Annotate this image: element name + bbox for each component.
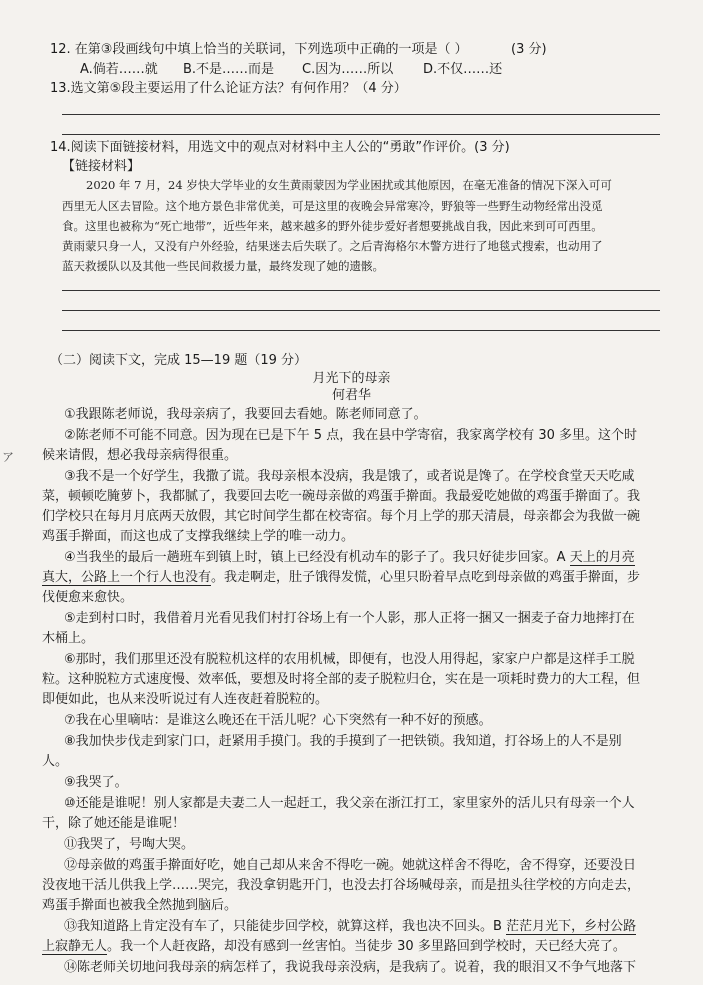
article-para-13-line-1: [64, 918, 636, 936]
underlined-sentence-a-part-1: 天上的月亮: [569, 550, 635, 565]
q12-option-a[interactable]: A.倘若……就: [80, 62, 158, 77]
article-para-3-line-4: 鸡蛋手擀面，而这也成了支撑我继续上学的唯一动力。: [42, 529, 355, 544]
article-author: 何君华: [331, 388, 371, 403]
article-para-10-line-1: ⑩还能是谁呢！别人家都是夫妻二人一起赶工，我父亲在浙江打工，家里家外的活儿只有母亲一个人: [64, 796, 635, 811]
article-para-2-line-2: 候来请假，想必我母亲病得很重。: [42, 448, 238, 463]
article-para-12-line-3: 鸡蛋手擀面也被我全然抛到脑后。: [42, 898, 238, 913]
q12-stem: 12. 在第③段画线句中填上恰当的关联词，下列选项中正确的一项是（ ）: [50, 42, 468, 57]
article-para-9: ⑨我哭了。: [64, 775, 128, 790]
q14-material-line-4: 黄雨蒙只身一人，又没有户外经验，结果迷去后失联了。之后青海格尔木警方进行了地毯式搜索，也动用了: [62, 239, 603, 253]
q14-material-line-1: 2020 年 7 月，24 岁快大学毕业的女生黄雨蒙因为学业困扰或其他原因，在毫无准备的情况下深入可可: [86, 178, 612, 192]
q14-material-line-5: 蓝天救援队以及其他一些民间救援力量，最终发现了她的遗骸。: [62, 259, 384, 273]
article-title: 月光下的母亲: [312, 371, 391, 386]
q14-material-line-3: 食。这里也被称为“死亡地带”，近些年来，越来越多的野外徒步爱好者想要挑战自我，因此来到可可西里。: [62, 219, 603, 233]
article-para-2-line-1: ②陈老师不可能不同意。因为现在已是下午 5 点，我在县中学寄宿，我家离学校有 30 多里。这个时: [64, 428, 637, 443]
article-para-1: ①我跟陈老师说，我母亲病了，我要回去看她。陈老师同意了。: [64, 407, 427, 422]
q14-material-line-2: 西里无人区去冒险。这个地方景色非常优美，可是这里的夜晚会异常寒冷，野狼等一些野生动物经常出没觅: [62, 199, 603, 213]
margin-pencil-mark: ア: [2, 450, 15, 464]
article-para-13-text: ⑬我知道路上肯定没有车了，只能徒步回学校，就算这样，我也决不回头。B: [64, 919, 507, 934]
q14-answer-line-1[interactable]: [62, 290, 660, 291]
underlined-sentence-b-part-1: 茫茫月光下，乡村公路: [506, 919, 637, 934]
q14-stem: 14.阅读下面链接材料，用选文中的观点对材料中主人公的“勇敢”作评价。(3 分): [50, 140, 510, 155]
q13-answer-line-1[interactable]: [62, 114, 660, 115]
article-para-8-line-2: 人。: [42, 754, 69, 769]
article-para-14-line-1: ⑭陈老师关切地问我母亲的病怎样了，我说我母亲没病，是我病了。说着，我的眼泪又不争气地落下: [64, 960, 637, 975]
article-para-6-line-3: 即便如此，也从来没听说过有人连夜赶着脱粒的。: [42, 692, 329, 707]
article-para-7: ⑦我在心里嘀咕：是谁这么晚还在干活儿呢？心下突然有一种不好的预感。: [64, 713, 492, 728]
article-para-3-line-1: ③我不是一个好学生，我撒了谎。我母亲根本没病，我是饿了，或者说是馋了。在学校食堂天天吃咸: [64, 469, 635, 484]
underlined-sentence-a-part-2: 真大，公路上一个行人也没有: [42, 570, 212, 585]
article-para-8-line-1: ⑧我加快步伐走到家门口，赶紧用手摸门。我的手摸到了一把铁锁。我知道，打谷场上的人不是别: [64, 734, 622, 749]
q13-answer-line-2[interactable]: [62, 134, 660, 135]
article-para-4-line-3: 伐便愈来愈快。: [42, 590, 134, 605]
article-para-3-line-2: 菜，顿顿吃腌萝卜，我都腻了，我要回去吃一碗母亲做的鸡蛋手擀面。我最爱吃她做的鸡蛋手擀面了。我: [42, 489, 641, 504]
article-para-4-line-2: [42, 569, 640, 587]
article-para-6-line-2: 粒。这种脱粒方式速度慢、效率低，要想及时将全部的麦子脱粒归仓，实在是一项耗时费力的大工程，但: [42, 672, 641, 687]
article-para-3-line-3: 们学校只在每月月底两天放假，其它时间学生都在校寄宿。每个月上学的那天清晨，母亲都会为我做一碗: [42, 509, 641, 524]
article-para-5-line-2: 木桶上。: [42, 631, 95, 646]
article-para-4-text: ④当我坐的最后一趟班车到镇上时，镇上已经没有机动车的影子了。我只好徒步回家。A: [64, 550, 570, 565]
underlined-sentence-b-part-2: 上寂静无人: [42, 939, 108, 954]
article-para-4-line-1: [64, 549, 635, 567]
q14-material-label: 【链接材料】: [62, 159, 141, 174]
q14-answer-line-2[interactable]: [62, 310, 660, 311]
article-para-13-line-2: [42, 938, 626, 956]
q12-option-b[interactable]: B.不是……而是: [183, 62, 275, 77]
article-para-13-text-2: 。我一个人赶夜路，却没有感到一丝害怕。当徒步 30 多里路回到学校时，天已经大亮了。: [107, 939, 626, 954]
article-para-12-line-2: 没夜地干活儿供我上学……哭完，我没拿钥匙开门，也没去打谷场喊母亲，而是扭头往学校的方向走去，: [42, 878, 641, 893]
article-para-12-line-1: ⑫母亲做的鸡蛋手擀面好吃，她自己却从来舍不得吃一碗。她就这样舍不得吃，舍不得穿，还要没日: [64, 858, 637, 873]
q12-option-c[interactable]: C.因为……所以: [302, 62, 394, 77]
article-para-6-line-1: ⑥那时，我们那里还没有脱粒机这样的农用机械，即便有，也没人用得起，家家户户都是这样手工脱: [64, 652, 635, 667]
article-para-4-text-2: 。我走啊走，肚子饿得发慌，心里只盼着早点吃到母亲做的鸡蛋手擀面，步: [211, 570, 641, 585]
article-para-10-line-2: 干，除了她还能是谁呢！: [42, 816, 186, 831]
article-para-11: ⑪我哭了，号啕大哭。: [64, 837, 195, 852]
q14-answer-line-3[interactable]: [62, 330, 660, 331]
q12-option-d[interactable]: D.不仅……还: [423, 62, 503, 77]
q13-stem: 13.选文第⑤段主要运用了什么论证方法？有何作用？（4 分）: [50, 81, 407, 96]
article-para-5-line-1: ⑤走到村口时，我借着月光看见我们村打谷场上有一个人影，那人正将一捆又一捆麦子奋力地摔打在: [64, 611, 635, 626]
q12-options: [80, 61, 502, 79]
q12-score: (3 分): [511, 42, 547, 57]
section2-heading: （二）阅读下文，完成 15—19 题（19 分）: [50, 353, 308, 368]
